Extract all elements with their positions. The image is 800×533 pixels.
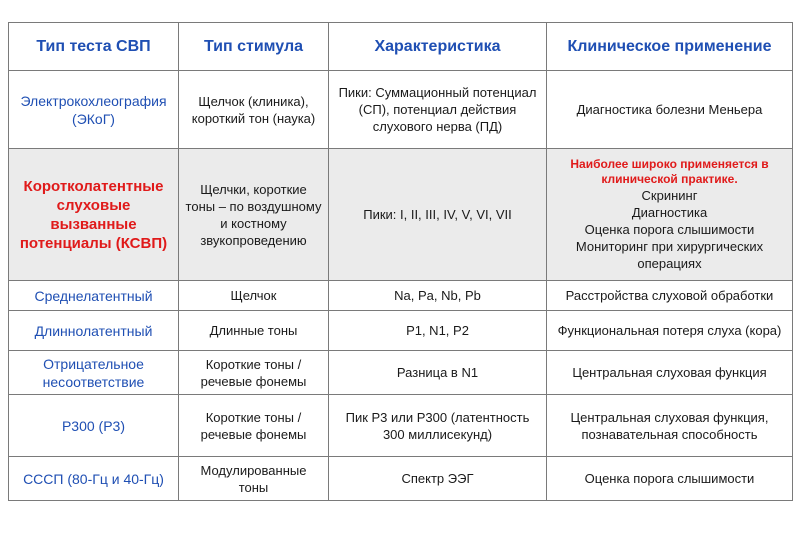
characteristic-cell: Пики: I, II, III, IV, V, VI, VII [329,149,547,281]
table-row [9,311,793,351]
characteristic-cell: P1, N1, P2 [329,311,547,351]
application-line: Функциональная потеря слуха (кора) [557,323,782,338]
application-cell [547,311,793,351]
application-line: Скрининг [641,188,698,203]
stimulus-cell: Щелчок [179,281,329,311]
svp-table [8,22,793,501]
stimulus-cell: Модулированные тоны [179,457,329,501]
stimulus-cell: Короткие тоны / речевые фонемы [179,351,329,395]
characteristic-cell: Разница в N1 [329,351,547,395]
application-line: Центральная слуховая функция [572,365,767,380]
application-cell [547,281,793,311]
header-row [9,23,793,71]
test-type-cell: Электрокохлеография (ЭКоГ) [9,71,179,149]
test-type-cell: Длиннолатентный [9,311,179,351]
test-type-cell: Отрицательное несоответствие [9,351,179,395]
table-row [9,281,793,311]
table-row [9,395,793,457]
application-line: Мониторинг при хирургических операциях [575,239,764,271]
application-cell [547,457,793,501]
test-type-cell: P300 (P3) [9,395,179,457]
application-cell [547,71,793,149]
header-characteristic: Характеристика [329,23,547,71]
table-row [9,457,793,501]
header-stimulus: Тип стимула [179,23,329,71]
characteristic-cell: Пик P3 или P300 (латентность 300 миллисекунд) [329,395,547,457]
table-row [9,71,793,149]
header-test-type: Тип теста СВП [9,23,179,71]
application-line: Оценка порога слышимости [584,471,755,486]
application-line: Расстройства слуховой обработки [565,288,774,303]
application-line: Диагностика [631,205,708,220]
characteristic-cell: Спектр ЭЭГ [329,457,547,501]
table-row [9,351,793,395]
test-type-cell: Коротколатентные слуховые вызванные потенциалы (КСВП) [9,149,179,281]
stimulus-cell: Длинные тоны [179,311,329,351]
highlight-note: Наиболее широко применяется в клинической практике. [570,157,769,186]
stimulus-cell: Короткие тоны / речевые фонемы [179,395,329,457]
characteristic-cell: Na, Pa, Nb, Pb [329,281,547,311]
characteristic-cell: Пики: Суммационный потенциал (СП), потенциал действия слухового нерва (ПД) [329,71,547,149]
application-line: Оценка порога слышимости [584,222,755,237]
stimulus-cell: Щелчок (клиника), короткий тон (наука) [179,71,329,149]
test-type-cell: Среднелатентный [9,281,179,311]
application-cell [547,149,793,281]
application-line: Центральная слуховая функция, познавательная способность [570,409,769,442]
application-line: Диагностика болезни Меньера [576,102,763,117]
application-cell [547,395,793,457]
application-cell [547,351,793,395]
stimulus-cell: Щелчки, короткие тоны – по воздушному и костному звукопроведению [179,149,329,281]
test-type-cell: СССП (80-Гц и 40-Гц) [9,457,179,501]
header-application: Клиническое применение [547,23,793,71]
table-row [9,149,793,281]
